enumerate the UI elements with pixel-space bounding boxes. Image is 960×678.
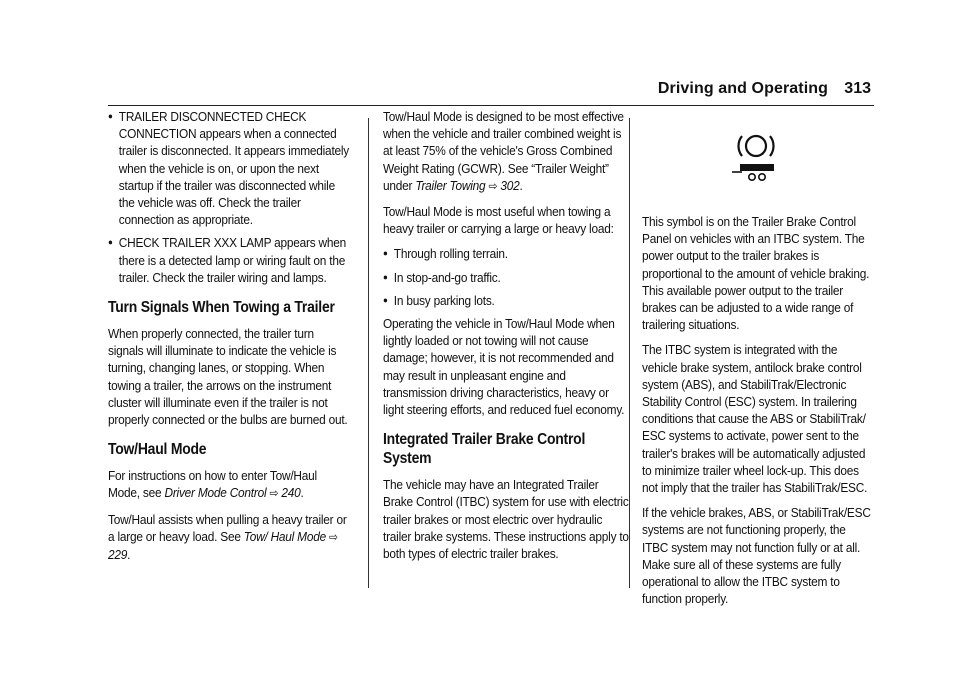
paragraph: For instructions on how to enter Tow/Haul Mode, see Driver Mode Control ⇨ 240.	[108, 468, 317, 501]
column-divider-1	[368, 118, 369, 588]
paragraph: If the vehicle brakes, ABS, or StabiliTrak/ESC systems are not functioning properly, the ITBC system may not function fully or at all. Make sure all of these systems are fully operational to allow the ITBC system to function properly.	[642, 505, 871, 607]
page-header	[0, 80, 960, 104]
bullet-item: ● CHECK TRAILER XXX LAMP appears when there is a detected lamp or wiring fault on the trailer. Check the trailer wiring and lamps.	[108, 234, 351, 286]
section-title: Driving and Operating	[657, 80, 828, 97]
bullet-item: ● Through rolling terrain.	[383, 245, 631, 262]
page-ref[interactable]: 240	[281, 485, 301, 501]
heading-turn-signals: Turn Signals When Towing a Trailer	[108, 299, 335, 317]
cross-reference-link[interactable]: Trailer Towing	[415, 177, 486, 193]
paragraph: The vehicle may have an Integrated Trailer Brake Control (ITBC) system for use with electric trailer brakes or most electric over hydraulic trailer brake systems. These instructions apply to both types of electric trailer brakes.	[383, 477, 629, 562]
column-2	[383, 108, 631, 570]
page-ref-icon: ⇨	[329, 529, 338, 544]
paragraph: When properly connected, the trailer turn signals will illuminate to indicate the vehicle is turning, changing lanes, or stopping. When towing a trailer, the arrows on the instrument cluster will illuminate even if the trailer is not properly connected or the bulbs are burned out.	[108, 326, 348, 428]
page-number: 313	[844, 80, 871, 97]
heading-tow-haul: Tow/Haul Mode	[108, 441, 207, 459]
cross-reference-link[interactable]: Tow/ Haul Mode	[243, 528, 326, 544]
paragraph: This symbol is on the Trailer Brake Control Panel on vehicles with an ITBC system. The power output to the trailer brakes is proportional to the amount of vehicle braking. This available power output to the trailer brakes can be adjusted to a wide range of trailering situations.	[642, 214, 870, 333]
page-ref-icon: ⇨	[488, 178, 498, 193]
cross-reference-link[interactable]: Driver Mode Control	[164, 485, 267, 501]
paragraph: The ITBC system is integrated with the vehicle brake system, antilock brake control system (ABS), and StabiliTrak/Electronic Stability Control (ESC) system. In trailering conditions that cause the ABS or StabiliTrak/ ESC systems to activate, power sent to the trailer's brakes will be automatically adjusted to minimize trailer wheel lock-up. This does not imply that the trailer has StabiliTrak/ESC.	[642, 342, 868, 496]
paragraph: Tow/Haul assists when pulling a heavy trailer or a large or heavy load. See Tow/ Haul Mode ⇨ 229.	[108, 511, 347, 563]
trailer-brake-icon	[732, 128, 780, 184]
bullet-item: ● In stop-and-go traffic.	[383, 269, 631, 286]
page-ref[interactable]: 302	[500, 177, 520, 193]
column-3	[642, 213, 874, 615]
page-ref[interactable]: 229	[108, 547, 128, 563]
paragraph: Tow/Haul Mode is designed to be most effective when the vehicle and trailer combined weight is at least 75% of the vehicle's Gross Combined Weight Rating (GCWR). See “Trailer Weight” under Trailer Towing ⇨ 302.	[383, 109, 624, 193]
bullet-item: ● TRAILER DISCONNECTED CHECK CONNECTION appears when a connected trailer is disconnected. It appears immediately when the vehicle is on, or upon the next startup if the trailer was disconnected while the vehicle was off. Check the trailer connection as appropriate.	[108, 108, 351, 228]
page-ref-icon: ⇨	[269, 486, 279, 501]
paragraph: Tow/Haul Mode is most useful when towing a heavy trailer or carrying a large or heavy load:	[383, 204, 614, 237]
column-1	[108, 108, 351, 571]
header-rule	[108, 105, 874, 106]
bullet-item: ● In busy parking lots.	[383, 292, 631, 309]
heading-itbc: Integrated Trailer Brake Control System	[383, 431, 586, 468]
paragraph: Operating the vehicle in Tow/Haul Mode when lightly loaded or not towing will not cause damage; however, it is not recommended and may result in unpleasant engine and transmission driving characteristics, heavy or light steering efforts, and reduced fuel economy.	[383, 316, 625, 418]
